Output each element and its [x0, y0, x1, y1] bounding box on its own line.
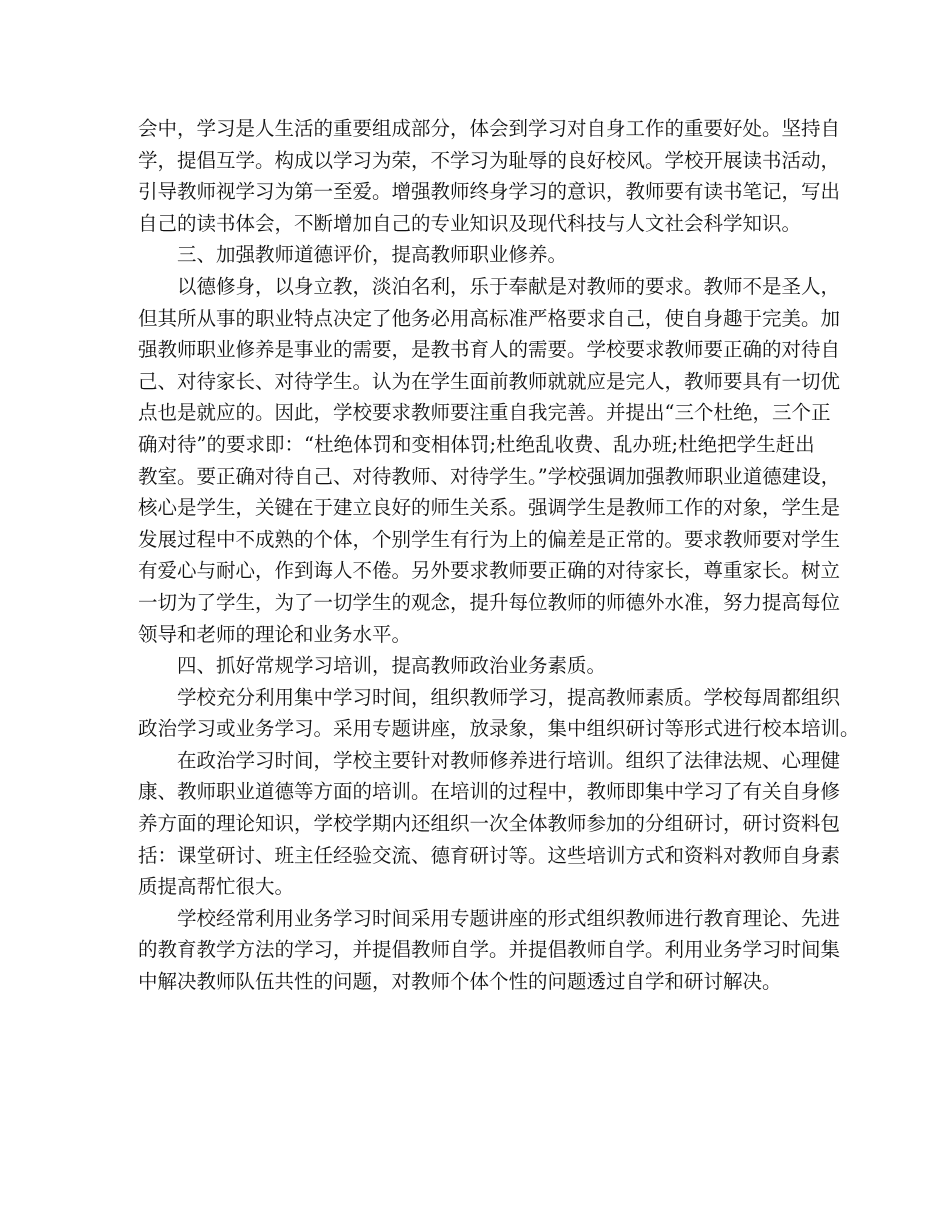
- text-line: 康、教师职业道德等方面的培训。在培训的过程中，教师即集中学习了有关自身修: [138, 780, 841, 804]
- text-line: 的教育教学方法的学习，并提倡教师自学。并提倡教师自学。利用业务学习时间集: [138, 938, 841, 962]
- text-line: 强教师职业修养是事业的需要，是教书育人的需要。学校要求教师要正确的对待自: [138, 338, 841, 362]
- text-line: 一切为了学生，为了一切学生的观念，提升每位教师的师德外水准，努力提高每位: [138, 590, 841, 614]
- text-line: 发展过程中不成熟的个体，个别学生有行为上的偏差是正常的。要求教师要对学生: [138, 527, 841, 551]
- text-line: 学校经常利用业务学习时间采用专题讲座的形式组织教师进行教育理论、先进: [177, 906, 841, 930]
- text-line: 在政治学习时间，学校主要针对教师修养进行培训。组织了法律法规、心理健: [177, 748, 841, 772]
- text-line: 以德修身，以身立教，淡泊名利，乐于奉献是对教师的要求。教师不是圣人，: [177, 274, 841, 298]
- text-line: 教室。要正确对待自己、对待教师、对待学生。”学校强调加强教师职业道德建设，: [138, 464, 841, 488]
- text-line: 但其所从事的职业特点决定了他务必用高标准严格要求自己，使自身趣于完美。加: [138, 306, 841, 330]
- text-line: 己、对待家长、对待学生。认为在学生面前教师就就应是完人，教师要具有一切优: [138, 369, 841, 393]
- text-line: 领导和老师的理论和业务水平。: [138, 622, 412, 646]
- text-line: 三、加强教师道德评价，提高教师职业修养。: [177, 243, 568, 267]
- text-line: 核心是学生，关键在于建立良好的师生关系。强调学生是教师工作的对象，学生是: [138, 496, 841, 520]
- text-line: 养方面的理论知识，学校学期内还组织一次全体教师参加的分组研讨，研讨资料包: [138, 812, 841, 836]
- text-line: 会中，学习是人生活的重要组成部分，体会到学习对自身工作的重要好处。坚持自: [138, 117, 841, 140]
- text-line: 有爱心与耐心，作到诲人不倦。另外要求教师要正确的对待家长，尊重家长。树立: [138, 559, 841, 583]
- document-body: [138, 113, 860, 998]
- text-line: 括：课堂研讨、班主任经验交流、德育研讨等。这些培训方式和资料对教师自身素: [138, 843, 841, 867]
- text-line: 确对待”的要求即：“杜绝体罚和变相体罚;杜绝乱收费、乱办班;杜绝把学生赶出: [138, 432, 815, 456]
- text-line: 点也是就应的。因此，学校要求教师要注重自我完善。并提出“三个杜绝，三个正: [138, 401, 831, 425]
- text-line: 引导教师视学习为第一至爱。增强教师终身学习的意识，教师要有读书笔记，写出: [138, 180, 841, 204]
- text-line: 政治学习或业务学习。采用专题讲座，放录象，集中组织研讨等形式进行校本培训。: [138, 717, 860, 741]
- text-line: 学校充分利用集中学习时间，组织教师学习，提高教师素质。学校每周都组织: [177, 685, 841, 709]
- text-line: 自己的读书体会，不断增加自己的专业知识及现代科技与人文社会科学知识。: [138, 211, 802, 235]
- text-line: 质提高帮忙很大。: [138, 875, 295, 899]
- text-line: 四、抓好常规学习培训，提高教师政治业务素质。: [177, 654, 607, 678]
- text-line: 中解决教师队伍共性的问题，对教师个体个性的问题透过自学和研讨解决。: [138, 970, 782, 994]
- text-line: 学，提倡互学。构成以学习为荣，不学习为耻辱的良好校风。学校开展读书活动，: [138, 148, 841, 172]
